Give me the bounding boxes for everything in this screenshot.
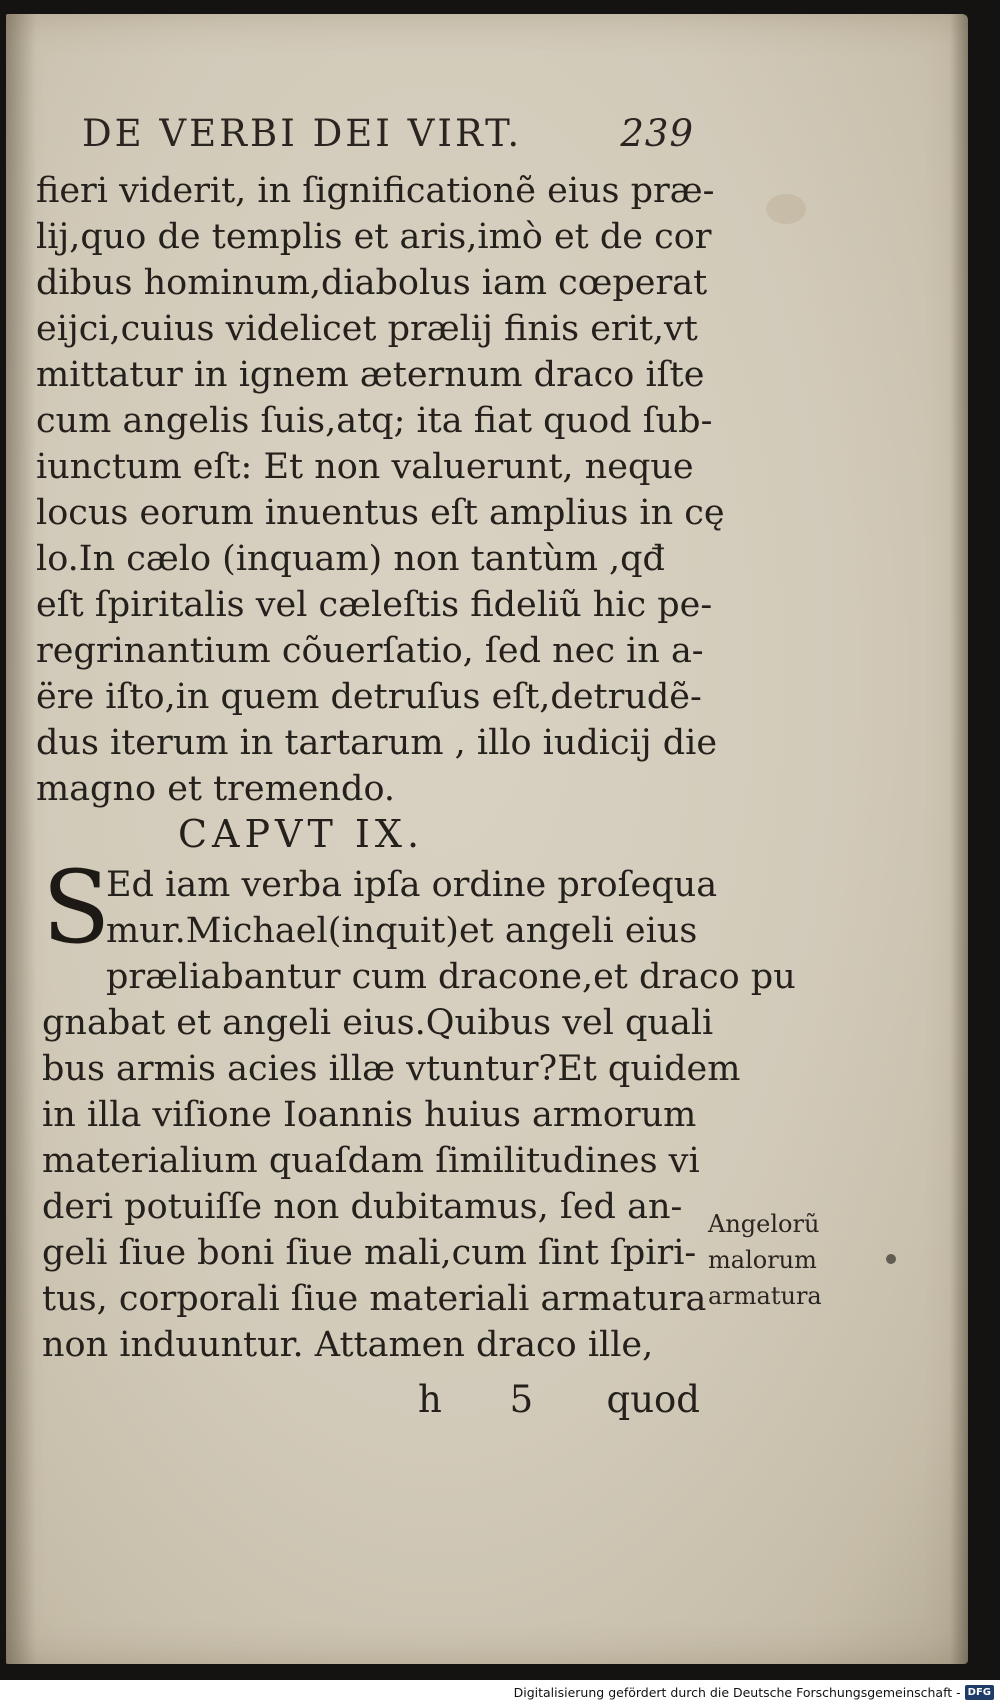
text-line: eijci,cuius videlicet prælij finis erit,vt	[36, 309, 698, 349]
chapter-heading: CAPVT IX.	[177, 812, 425, 856]
text-line: tus, corporali ſiue materiali armatura	[42, 1279, 707, 1319]
text-line: lij,quo de templis et aris,imò et de cor	[36, 217, 712, 257]
signature-line	[418, 1378, 700, 1421]
footer-credit: Digitalisierung gefördert durch die Deutsche Forschungsgemeinschaft -	[513, 1684, 961, 1700]
text-line: dus iterum in tartarum , illo iudicij die	[36, 723, 718, 763]
text-line: mittatur in ignem æternum draco iſte	[36, 355, 705, 395]
text-line: cum angelis ſuis,atq; ita fiat quod ſub-	[36, 401, 713, 441]
digitization-footer	[0, 1680, 1000, 1704]
text-line: Ed iam verba ipſa ordine proſequa	[106, 865, 718, 905]
text-line: regrinantium cõuerſatio, ſed nec in a-	[36, 631, 704, 671]
text-line: præliabantur cum dracone,et draco pu	[106, 957, 796, 997]
text-line: in illa viſione Ioannis huius armorum	[42, 1095, 697, 1135]
text-line: eſt ſpiritalis vel cæleſtis fideliũ hic pe-	[36, 585, 713, 625]
running-head	[82, 112, 694, 155]
marginal-note-line: Angelorũ	[708, 1210, 820, 1238]
marginal-note	[708, 1206, 868, 1314]
text-line: non induuntur. Attamen draco ille,	[42, 1325, 654, 1365]
signature-mark: h 5	[418, 1378, 562, 1421]
marginal-note-line: malorum	[708, 1246, 817, 1274]
text-line: materialium quaſdam ſimilitudines vi	[42, 1141, 700, 1181]
text-line: ëre iſto,in quem detruſus eſt,detrudẽ-	[36, 677, 702, 717]
text-line: locus eorum inuentus eſt amplius in cę	[36, 493, 725, 533]
text-line: iunctum eſt: Et non valuerunt, neque	[36, 447, 694, 487]
running-head-title: DE VERBI DEI VIRT.	[82, 112, 523, 155]
text-line: mur.Michael(inquit)et angeli eius	[106, 911, 698, 951]
paper-stain	[766, 194, 806, 224]
paper-stain	[886, 1254, 896, 1264]
paragraph-1	[36, 168, 725, 812]
page-number: 239	[620, 112, 694, 155]
text-line: lo.In cælo (inquam) non tantùm ,qđ	[36, 539, 665, 579]
dfg-logo-icon: DFG	[965, 1685, 994, 1700]
text-line: geli ſiue boni ſiue mali,cum ſint ſpiri-	[42, 1233, 697, 1273]
catchword: quod	[606, 1378, 700, 1421]
text-line: fieri viderit, in ſignificationẽ eius præ-	[36, 171, 715, 211]
text-line: dibus hominum,diabolus iam cœperat	[36, 263, 708, 303]
text-line: bus armis acies illæ vtuntur?Et quidem	[42, 1049, 741, 1089]
text-line: gnabat et angeli eius.Quibus vel quali	[42, 1003, 714, 1043]
marginal-note-line: armatura	[708, 1282, 822, 1310]
text-line: magno et tremendo.	[36, 769, 396, 809]
text-line: deri potuiſſe non dubitamus, ſed an-	[42, 1187, 683, 1227]
drop-cap: S	[42, 849, 111, 966]
